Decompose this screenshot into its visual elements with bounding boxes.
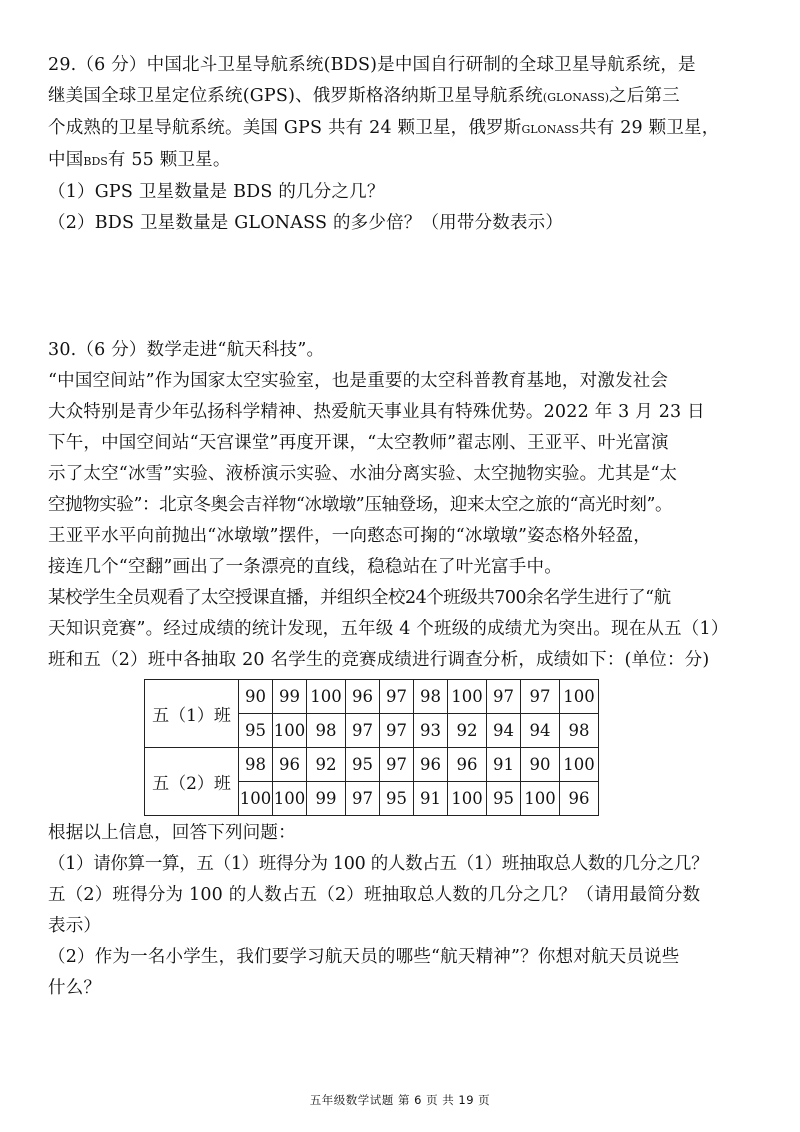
- score-cell: 98: [560, 714, 599, 748]
- score-cell: 100: [521, 782, 560, 816]
- score-table: [144, 679, 599, 816]
- score-cell: 100: [448, 680, 487, 714]
- q30-para1-line: 下午，中国空间站“天宫课堂”再度开课，“太空教师”翟志刚、王亚平、叶光富演: [48, 433, 669, 453]
- score-cell: 100: [273, 782, 307, 816]
- q30-para2-line: 某校学生全员观看了太空授课直播，并组织全校24个班级共700余名学生进行了“航: [48, 588, 671, 608]
- score-cell: 100: [560, 748, 599, 782]
- score-cell: 95: [239, 714, 273, 748]
- q29-line-1: 29.（6 分）中国北斗卫星导航系统(BDS)是中国自行研制的全球卫星导航系统，是: [48, 55, 696, 75]
- q30-para1-line: 空抛物实验”：北京冬奥会吉祥物“冰墩墩”压轴登场，迎来太空之旅的“高光时刻”。: [48, 495, 673, 515]
- score-cell: 97: [380, 680, 414, 714]
- score-cell: 100: [239, 782, 273, 816]
- score-cell: 96: [560, 782, 599, 816]
- q30-para1-line: 大众特别是青少年弘扬科学精神、热爱航天事业具有特殊优势。2022 年 3 月 23 日: [48, 402, 705, 422]
- score-cell: 98: [414, 680, 448, 714]
- score-cell: 97: [346, 714, 380, 748]
- score-cell: 90: [239, 680, 273, 714]
- score-cell: 97: [487, 680, 521, 714]
- class-label: 五（1）班: [145, 680, 239, 748]
- q30-para1-line: “中国空间站”作为国家太空实验室，也是重要的太空科普教育基地，对激发社会: [48, 371, 669, 391]
- glonass-small: (GLONASS): [542, 91, 610, 104]
- table-row: [145, 748, 599, 782]
- q29-line-4: 中国BDS有 55 颗卫星。: [48, 150, 231, 170]
- score-cell: 97: [380, 714, 414, 748]
- score-cell: 100: [307, 680, 346, 714]
- q30-after-line: 根据以上信息，回答下列问题：: [48, 823, 296, 843]
- q30-para2-line: 天知识竞赛”。经过成绩的统计发现，五年级 4 个班级的成绩尤为突出。现在从五（1）: [48, 619, 729, 639]
- score-cell: 92: [307, 748, 346, 782]
- q30-para2-line: 班和五（2）班中各抽取 20 名学生的竞赛成绩进行调查分析，成绩如下：(单位：分): [48, 650, 710, 670]
- score-cell: 100: [273, 714, 307, 748]
- score-cell: 94: [487, 714, 521, 748]
- q30-sub-1-cont: 表示）: [48, 916, 102, 936]
- score-cell: 98: [307, 714, 346, 748]
- q29-line-2: 继美国全球卫星定位系统(GPS)、俄罗斯格洛纳斯卫星导航系统(GLONASS)之后第三: [48, 86, 680, 106]
- score-cell: 100: [560, 680, 599, 714]
- q29-sub-2: （2）BDS 卫星数量是 GLONASS 的多少倍？（用带分数表示）: [48, 213, 564, 233]
- glonass-small: GLONASS: [521, 123, 580, 136]
- q29-line-3: 个成熟的卫星导航系统。美国 GPS 共有 24 颗卫星，俄罗斯GLONASS共有 29 颗卫星，: [48, 118, 720, 138]
- score-cell: 95: [346, 748, 380, 782]
- q30-sub-2-cont: 什么？: [48, 978, 102, 998]
- score-cell: 100: [448, 782, 487, 816]
- class-label: 五（2）班: [145, 748, 239, 816]
- score-cell: 96: [346, 680, 380, 714]
- bds-small: BDS: [83, 155, 108, 168]
- q29-sub-1: （1）GPS 卫星数量是 BDS 的几分之几？: [48, 182, 385, 202]
- score-cell: 95: [380, 782, 414, 816]
- score-cell: 91: [487, 748, 521, 782]
- q30-sub-1: （1）请你算一算，五（1）班得分为 100 的人数占五（1）班抽取总人数的几分之几？: [48, 854, 709, 874]
- exam-page: [48, 50, 760, 1004]
- score-cell: 98: [239, 748, 273, 782]
- score-cell: 97: [521, 680, 560, 714]
- score-cell: 95: [487, 782, 521, 816]
- q30-para1-line: 王亚平水平向前抛出“冰墩墩”摆件，一向憨态可掬的“冰墩墩”姿态格外轻盈，: [48, 526, 651, 546]
- page-footer: 五年级数学试题 第 6 页 共 19 页: [309, 1093, 491, 1107]
- score-cell: 96: [448, 748, 487, 782]
- question-30: [48, 335, 760, 1004]
- score-cell: 99: [273, 680, 307, 714]
- score-cell: 91: [414, 782, 448, 816]
- score-cell: 96: [273, 748, 307, 782]
- q30-para1-line: 示了太空“冰雪”实验、液桥演示实验、水油分离实验、太空抛物实验。尤其是“太: [48, 464, 678, 484]
- score-cell: 90: [521, 748, 560, 782]
- q30-line-1: 30.（6 分）数学走进“航天科技”。: [48, 340, 325, 360]
- score-cell: 94: [521, 714, 560, 748]
- table-row: [145, 680, 599, 714]
- score-cell: 93: [414, 714, 448, 748]
- q30-sub-1-cont: 五（2）班得分为 100 的人数占五（2）班抽取总人数的几分之几？（请用最简分数: [48, 885, 701, 905]
- score-cell: 99: [307, 782, 346, 816]
- score-cell: 97: [380, 748, 414, 782]
- score-cell: 92: [448, 714, 487, 748]
- question-29: [48, 50, 760, 239]
- score-cell: 97: [346, 782, 380, 816]
- answer-space: [48, 239, 760, 335]
- q30-para1-line: 接连几个“空翻”画出了一条漂亮的直线，稳稳站在了叶光富手中。: [48, 557, 562, 577]
- score-cell: 96: [414, 748, 448, 782]
- q30-sub-2: （2）作为一名小学生，我们要学习航天员的哪些“航天精神”？你想对航天员说些: [48, 947, 680, 967]
